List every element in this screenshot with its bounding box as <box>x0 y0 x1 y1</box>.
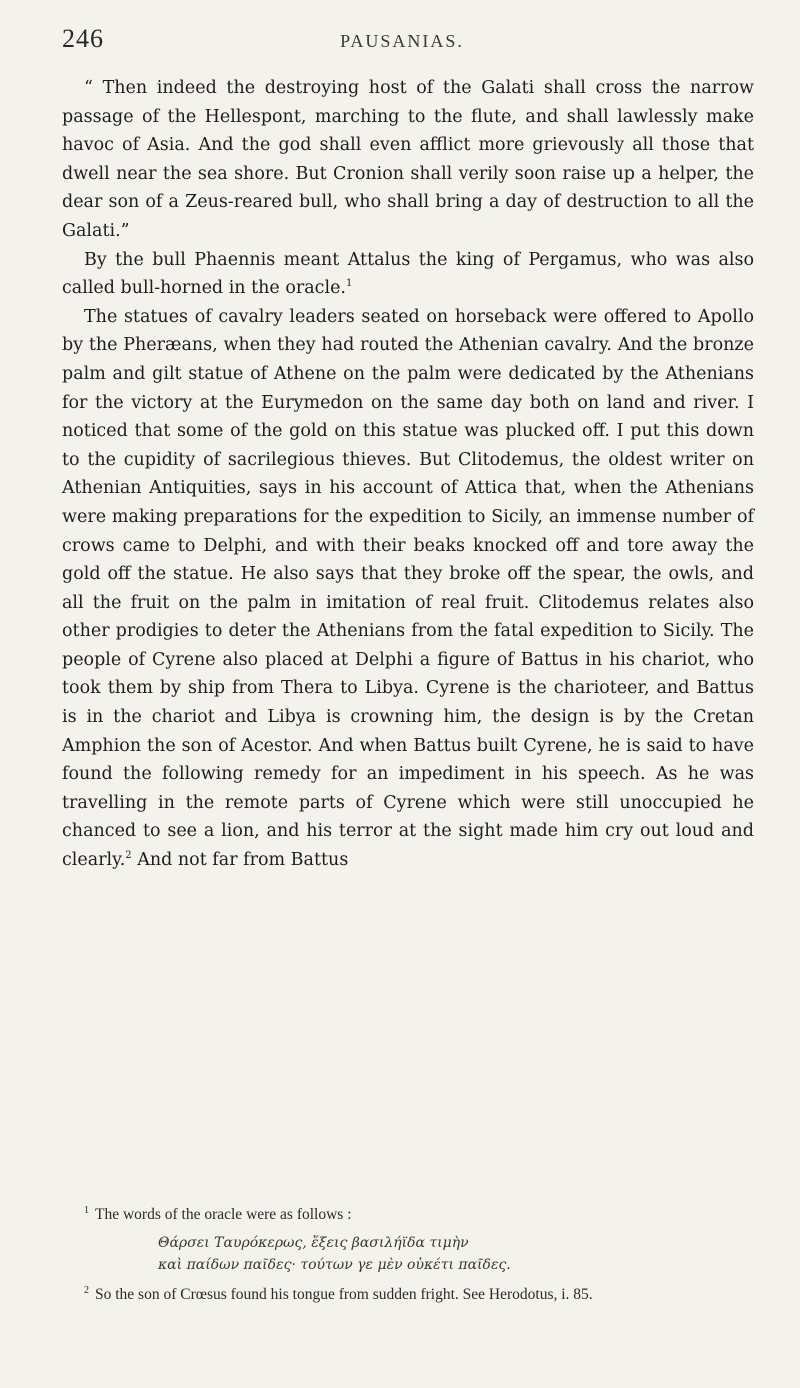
page-header <box>62 24 742 64</box>
page-number: 246 <box>62 24 104 53</box>
paragraph-bull-meaning <box>62 246 754 303</box>
main-text <box>62 74 754 875</box>
paragraph-oracle-quote <box>62 74 754 246</box>
paragraph-statues <box>62 303 754 875</box>
footnote-text: The words of the oracle were as follows : <box>95 1206 352 1223</box>
footnote-1 <box>62 1204 754 1226</box>
footnote-marker: 1 <box>84 1204 89 1216</box>
paragraph-text: “ Then indeed the destroying host of the Galati shall cross the narrow passage of the Hellespont, marching to the flute, and shall lawlessly make havoc of Asia. And the god shall even afflict more grievously all those that dwell near the sea shore. But Cronion shall verily soon raise up a helper, the dear son of a Zeus-reared bull, who shall bring a day of destruction to all the Galati.” <box>62 78 754 241</box>
running-head: PAUSANIAS. <box>340 31 464 51</box>
greek-verse-line: καὶ παίδων παῖδες· τούτων γε μὲν οὐκέτι παῖδες. <box>158 1257 511 1273</box>
footnotes <box>62 1204 754 1312</box>
paragraph-text: The statues of cavalry leaders seated on horseback were offered to Apollo by the Pheræans, when they had routed the Athenian cavalry. And the bronze palm and gilt statue of Athene on the palm were dedicated by the Athenians for the victory at the Eurymedon on the same day both on land and river. I noticed that some of the gold on this statue was plucked off. I put this down to the cupidity of sacrilegious thieves. But Clitodemus, the oldest writer on Athenian Antiquities, says in his account of Attica that, when the Athenians were making preparations for the expedition to Sicily, an immense number of crows came to Delphi, and with their beaks knocked off and tore away the gold off the statue. He also says that they broke off the spear, the owls, and all the fruit on the palm in imitation of real fruit. Clitodemus relates also other prodigies to deter the Athenians from the fatal expedition to Sicily. The people of Cyrene also placed at Delphi a figure of Battus in his chariot, who took them by ship from Thera to Libya. Cyrene is the charioteer, and Battus is in the chariot and Libya is crowning him, the design is by the Cretan Amphion the son of Acestor. And when Battus built Cyrene, he is said to have found the following remedy for an impediment in his speech. As he was travelling in the remote parts of Cyrene which were still unoccupied he chanced to see a lion, and his terror at the sight made him cry out loud and clearly. <box>62 306 754 871</box>
paragraph-text-continued: And not far from Battus <box>137 850 349 871</box>
footnote-2 <box>62 1284 754 1306</box>
footnote-text: So the son of Crœsus found his tongue from sudden fright. See Herodotus, i. 85. <box>95 1286 593 1303</box>
greek-verse-line: Θάρσει Ταυρόκερως, ἕξεις βασιλήϊδα τιμὴν <box>158 1235 469 1251</box>
paragraph-text: By the bull Phaennis meant Attalus the king of Pergamus, who was also called bull-horned in the oracle. <box>62 249 754 299</box>
footnote-ref-1[interactable]: 1 <box>346 278 353 290</box>
footnote-marker: 2 <box>84 1284 89 1296</box>
footnote-ref-2[interactable]: 2 <box>125 850 132 862</box>
